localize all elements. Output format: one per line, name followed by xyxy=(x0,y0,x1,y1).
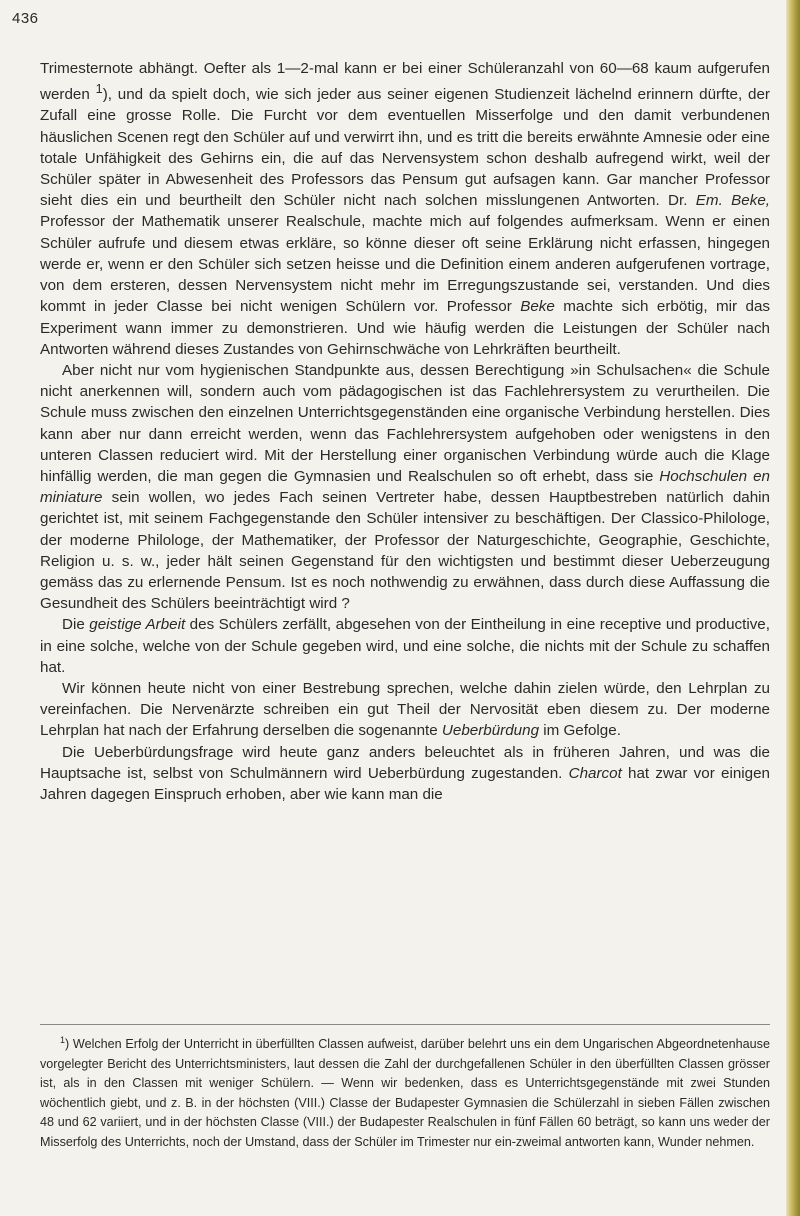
paragraph-2 xyxy=(40,360,770,614)
text-segment: Trimesternote abhängt. Oefter als 1—2-mal kann er bei einer Schüleranzahl von 60—68 kaum aufgerufen werden xyxy=(40,60,770,104)
text-segment: Aber nicht nur vom hygienischen Standpunkte aus, dessen Berechtigung »in Schulsachen« die Schule nicht anerkennen will, sondern auch vom pädagogischen ist das Fachlehrersystem zu verurtheilen. Die Schule muss zwischen den einzelnen Unterrichtsgegenständen eine organische Verbindung herstellen. Dies kann aber nur dann erreicht werden, wenn das Fachlehrersystem aufgehoben oder wenigstens in den unteren Classen reduciert wird. Mit der Herstellung einer organischen Verbindung würde auch die Klage hinfällig werden, die man gegen die Gymnasien und Realschulen so oft erhebt, dass sie xyxy=(40,361,770,485)
name-emphasis: Em. Beke, xyxy=(695,192,770,210)
text-segment: im Gefolge. xyxy=(539,722,621,740)
paragraph-4 xyxy=(40,678,770,742)
footnote-1 xyxy=(40,1031,770,1152)
paragraph-5 xyxy=(40,742,770,806)
paragraph-1 xyxy=(40,58,770,360)
text-segment: sein wollen, wo jedes Fach seinen Vertreter habe, dessen Hauptbestreben natürlich dahin gerichtet ist, mit seinem Fachgegenstande den Schüler intensiver zu beschäftigen. Der Classico-Philologe, der moderne Philologe, der Mathematiker, der Professor der Naturgeschichte, Geographie, Geschichte, Religion u. s. w., jeder hält seinen Gegenstand für den wichtigsten und bestimmt dieser Ueberzeugung gemäss das zu erlernende Pensum. Ist es noch nothwendig zu erwähnen, dass durch diese Auffassung die Gesundheit des Schülers beeinträchtigt wird ? xyxy=(40,489,770,613)
page-edge-shadow xyxy=(786,0,800,1216)
paragraph-3 xyxy=(40,614,770,678)
body-text xyxy=(40,58,770,805)
footnotes xyxy=(40,1024,770,1152)
footnote-text: ) Welchen Erfolg der Unterricht in überfüllten Classen aufweist, darüber belehrt uns ein dem Ungarischen Abgeordnetenhause vorgelegter Bericht des Unterrichtsministers, laut dessen die Zahl der durchgefallenen Schüler in den überfüllten Classen grösser ist, als in den Classen mit weniger Schülern. — Wenn wir bedenken, dass es Unterrichtsgegenstände mit zwei Stunden wöchentlich giebt, und z. B. in der höchsten (VIII.) Classe der Budapester Gymnasien die Schülerzahl in sieben Fällen zwischen 48 und 62 variiert, und in der höchsten Classe (VIII.) der Budapester Realschulen in fünf Fällen 60 beträgt, so kann uns weder der Misserfolg des Unterrichts, noch der Umstand, dass der Schüler im Trimester nur ein-zweimal antworten kann, Wunder nehmen. xyxy=(40,1037,770,1149)
text-segment: des Schülers zerfällt, abgesehen von der Eintheilung in eine receptive und productive, in eine solche, welche von der Schule gegeben wird, und eine solche, die nichts mit der Schule zu schaffen hat. xyxy=(40,616,770,676)
text-segment: ), und da spielt doch, wie sich jeder aus seiner eigenen Studienzeit lächelnd erinnern dürfte, der Zufall eine grosse Rolle. Die Furcht vor dem eventuellen Misserfolge und den damit verbundenen häuslichen Scenen regt den Schüler auf und verwirrt ihn, und es tritt die bereits erwähnte Amnesie oder eine totale Unfähigkeit des Gehirns ein, die auf das Nervensystem schon deshalb aufregend wirkt, weil der Schüler später in Abwesenheit des Professors das Pensum gut aufsagen kann. Gar mancher Professor sieht dies ein und beurtheilt den Schüler nicht nach solchen misslungenen Antworten. Dr. xyxy=(40,86,770,210)
text-segment: hat zwar vor einigen Jahren dagegen Einspruch erhoben, aber wie kann man die xyxy=(40,764,771,803)
text-segment: Professor der Mathematik unserer Realschule, machte mich auf folgendes aufmerksam. Wenn er einen Schüler aufrufe und diesem etwas erkläre, so könne dieser oft seine Erklärung nicht erfassen, hingegen werde er, wenn er den Schüler sich setzen heisse und die Definition einem anderen aufgerufenen vortrage, von dem ersteren, dessen Nervensystem nicht mehr im Erregungszustande sei, verstanden. Und dies kommt in jeder Classe bei nicht wenigen Schülern vor. Professor xyxy=(40,213,770,316)
phrase-emphasis: geistige Arbeit xyxy=(89,616,186,634)
footnote-marker: 1 xyxy=(60,1035,66,1045)
name-emphasis: Beke xyxy=(520,298,555,316)
text-segment: Die Ueberbürdungsfrage wird heute ganz anders beleuchtet als in früheren Jahren, und was die Hauptsache ist, selbst von Schulmännern wird Ueberbürdung zugestanden. xyxy=(40,743,770,782)
phrase-emphasis: Hochschulen en miniature xyxy=(40,467,770,507)
phrase-emphasis: Ueberbürdung xyxy=(441,722,540,740)
text-segment: Die xyxy=(62,616,90,634)
text-segment: machte sich erbötig, mir das Experiment wann immer zu demonstrieren. Und wie häufig werden die Leistungen der Schüler nach Antworten während dieses Zustandes von Gehirnschwäche von Lehrkräften beurtheilt. xyxy=(40,298,771,358)
footnote-marker: 1 xyxy=(95,82,103,97)
text-segment: Wir können heute nicht von einer Bestrebung sprechen, welche dahin zielen würde, den Lehrplan zu vereinfachen. Die Nervenärzte schreiben ein gut Theil der Nervosität eben diesem zu. Der moderne Lehrplan hat nach der Erfahrung derselben die sogenannte xyxy=(40,679,770,740)
name-emphasis: Charcot xyxy=(568,764,622,782)
page-number: 436 xyxy=(12,10,39,27)
